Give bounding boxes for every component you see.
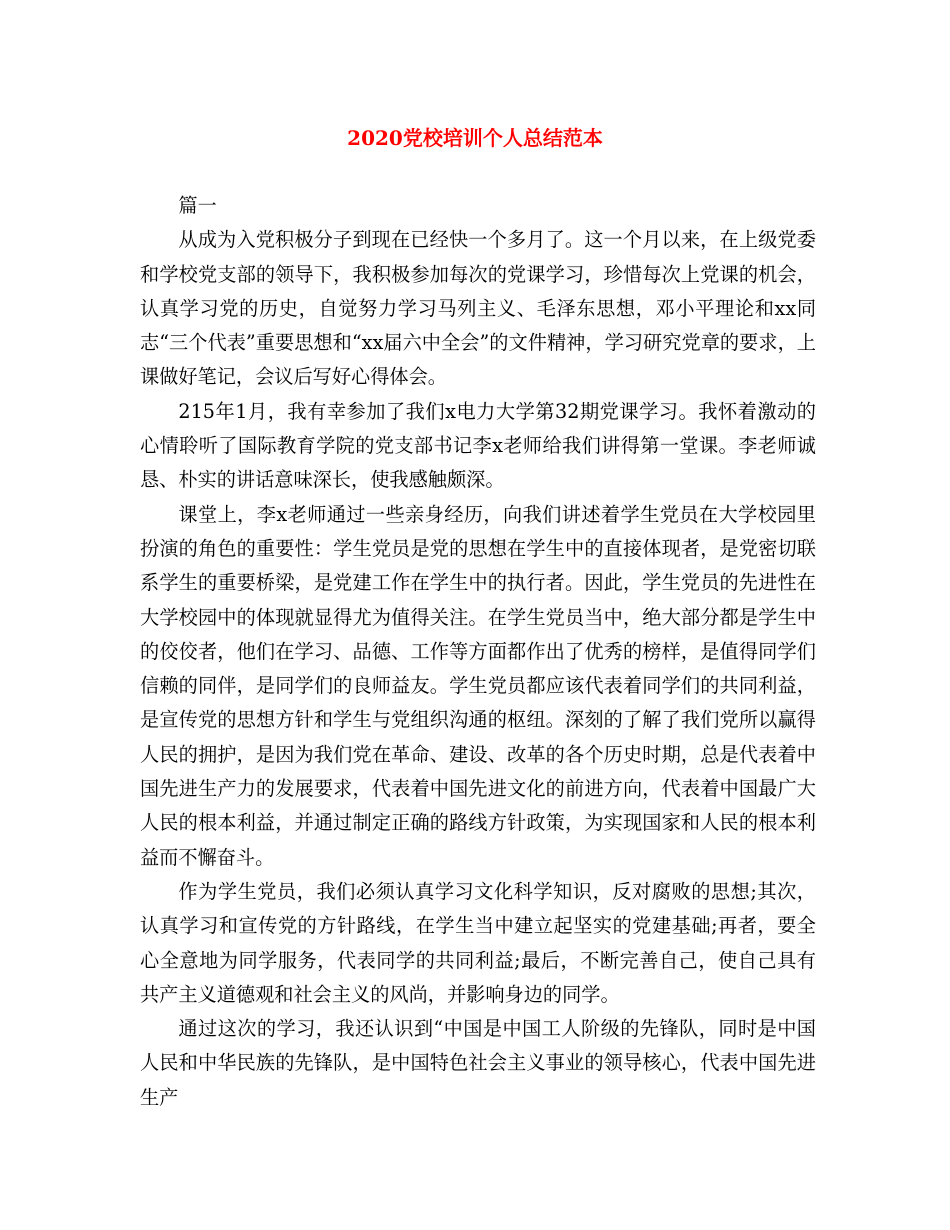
- document-title: 2020党校培训个人总结范本: [347, 126, 603, 150]
- paragraph: 课堂上，李x老师通过一些亲身经历，向我们讲述着学生党员在大学校园里扮演的角色的重要性：学生党员是党的思想在学生中的直接体现者，是党密切联系学生的重要桥梁，是党建工作在学生中的执行者。因此，学生党员的先进性在大学校园中的体现就显得尤为值得关注。在学生党员当中，绝大部分都是学生中的佼佼者，他们在学习、品德、工作等方面都作出了优秀的榜样，是值得同学们信赖的同伴，是同学们的良师益友。学生党员都应该代表着同学们的共同利益，是宣传党的思想方针和学生与党组织沟通的枢纽。深刻的了解了我们党所以赢得人民的拥护，是因为我们党在革命、建设、改革的各个历史时期，总是代表着中国先进生产力的发展要求，代表着中国先进文化的前进方向，代表着中国最广大人民的根本利益，并通过制定正确的路线方针政策，为实现国家和人民的根本利益而不懈奋斗。: [140, 502, 816, 869]
- paragraph: 从成为入党积极分子到现在已经快一个多月了。这一个月以来，在上级党委和学校党支部的领导下，我积极参加每次的党课学习，珍惜每次上党课的机会，认真学习党的历史，自觉努力学习马列主义、毛泽东思想，邓小平理论和xx同志“三个代表”重要思想和“xx届六中全会”的文件精神，学习研究党章的要求，上课做好笔记，会议后写好心得体会。: [140, 228, 816, 389]
- paragraph: 通过这次的学习，我还认识到“中国是中国工人阶级的先锋队，同时是中国人民和中华民族的先锋队，是中国特色社会主义事业的领导核心，代表中国先进生产: [140, 1017, 816, 1109]
- paragraph: 作为学生党员，我们必须认真学习文化科学知识，反对腐败的思想;其次，认真学习和宣传党的方针路线，在学生当中建立起坚实的党建基础;再者，要全心全意地为同学服务，代表同学的共同利益;最后，不断完善自己，使自己具有共产主义道德观和社会主义的风尚，并影响身边的同学。: [140, 879, 816, 1006]
- paragraph: 215年1月，我有幸参加了我们x电力大学第32期党课学习。我怀着激动的心情聆听了国际教育学院的党支部书记李x老师给我们讲得第一堂课。李老师诚恳、朴实的讲话意味深长，使我感触颇深。: [140, 399, 816, 492]
- section-heading: 篇一: [178, 194, 217, 217]
- document-body: [140, 189, 816, 1115]
